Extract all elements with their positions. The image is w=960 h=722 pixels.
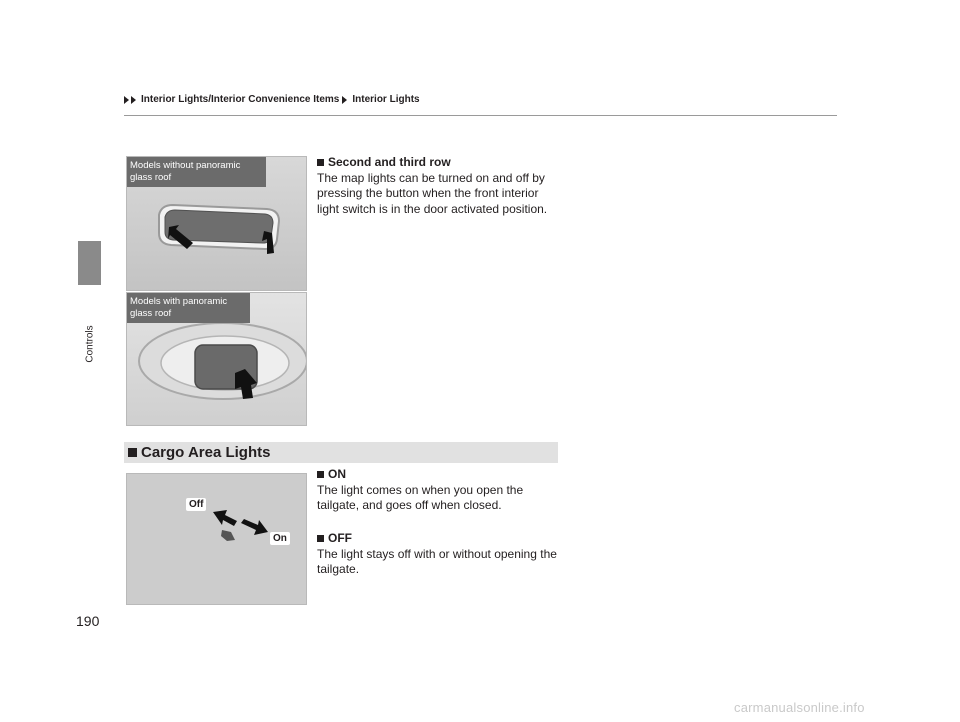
figure-label: Models with panoramic glass roof (127, 293, 250, 323)
square-bullet-icon (128, 448, 137, 457)
sub-heading: Second and third row (317, 155, 547, 171)
breadcrumb-arrow-icon (124, 96, 129, 104)
watermark: carmanualsonline.info (734, 700, 865, 715)
paragraph-line: tailgate, and goes off when closed. (317, 498, 502, 512)
paragraph-line: The light comes on when you open the (317, 482, 524, 497)
chapter-tab (78, 241, 101, 285)
cargo-off-section (317, 531, 557, 578)
paragraph-line: light switch is in the door activated position. (317, 201, 548, 216)
figure-label: Models without panoramic glass roof (127, 157, 266, 187)
square-bullet-icon (317, 535, 324, 542)
section-title: Cargo Area Lights (141, 444, 271, 461)
cargo-on-section (317, 467, 523, 514)
switch-on-label: On (270, 532, 290, 545)
sub-heading: ON (317, 467, 523, 483)
second-third-row-section (317, 155, 547, 217)
square-bullet-icon (317, 471, 324, 478)
map-light-figure-no-panoramic (126, 156, 307, 291)
paragraph-line: The light stays off with or without opening the (317, 546, 557, 561)
breadcrumb (124, 94, 420, 105)
square-bullet-icon (317, 159, 324, 166)
breadcrumb-current[interactable]: Interior Lights (352, 94, 420, 105)
breadcrumb-arrow-icon (131, 96, 136, 104)
sub-heading: OFF (317, 531, 557, 547)
paragraph-line: The map lights can be turned on and off by (317, 170, 545, 185)
map-light-figure-panoramic (126, 292, 307, 426)
header-divider (124, 115, 837, 116)
paragraph-line: pressing the button when the front interior (317, 186, 539, 200)
paragraph-line: tailgate. (317, 562, 360, 576)
breadcrumb-section[interactable]: Interior Lights/Interior Convenience Items (141, 94, 340, 105)
page-number: 190 (76, 613, 100, 629)
breadcrumb-arrow-icon (342, 96, 347, 104)
switch-off-label: Off (186, 498, 206, 511)
chapter-label: Controls (84, 325, 96, 363)
cargo-light-figure (126, 473, 307, 605)
section-header-cargo-area-lights (124, 442, 558, 463)
